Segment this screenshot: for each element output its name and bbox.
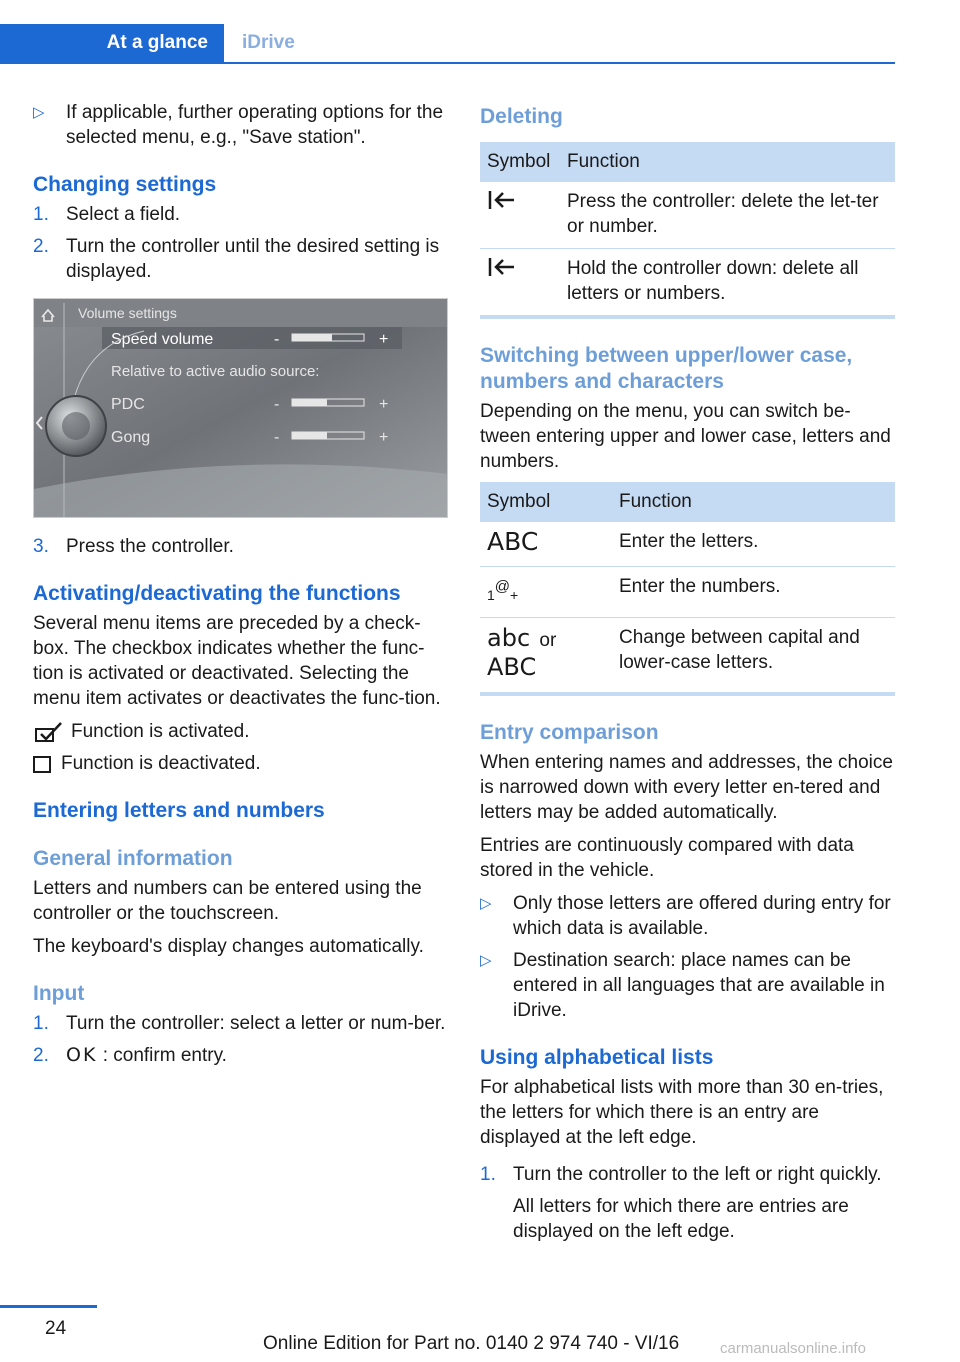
svg-text:-: - [274,396,280,413]
controller-knob-icon [46,396,106,456]
triangle-bullet-icon: ▷ [480,952,492,969]
subsection-title-input: Input [33,982,85,1005]
pdc-label: PDC [111,396,145,413]
page-header [0,24,895,64]
volume-settings-screenshot [33,298,448,518]
table-row: Press the controller: delete the let-ter or number. [480,182,895,249]
subsection-title-general: General information [33,847,233,870]
step-item: 2. Turn the controller until the desired setting is displayed. [33,236,440,282]
svg-text:+: + [379,331,389,348]
screen-title: Volume settings [78,305,177,321]
table-row: abc or ABC Change between capital and lower-case letters. [480,618,895,695]
ok-icon: OK [66,1044,98,1066]
subsection-title-switching: Switching between upper/lower case, numbers and characters [480,344,853,393]
checkbox-empty-icon [33,754,53,774]
svg-text:-: - [274,429,280,446]
section-title-changing-settings: Changing settings [33,173,217,196]
deactivated-row: Function is deactivated. [33,751,448,776]
numbers-icon: 1@+ [480,567,612,618]
step-item: 1. Turn the controller to the left or right quickly. All letters for which there are entries are displayed on the left edge. [480,1164,882,1242]
uppercase-letters-icon: ABC [487,527,539,556]
svg-text:-: - [274,331,280,348]
table-row: ABC Enter the letters. [480,522,895,567]
subsection-title-entry-comparison: Entry comparison [480,721,659,744]
section-title-activating: Activating/deactivating the functions [33,582,401,605]
step-item: 1. Turn the controller: select a letter or num-ber. [33,1013,446,1034]
list-item: ▷ Only those letters are offered during entry for which data is available. [480,893,891,939]
step-item: 1. Select a field. [33,204,181,225]
step-item: 3. Press the controller. [33,536,234,557]
gong-label: Gong [111,429,151,446]
delete-letter-icon [487,189,517,211]
svg-text:+: + [379,396,389,413]
triangle-bullet-icon: ▷ [480,895,492,912]
footer-rule [0,1305,97,1308]
step-item: 2. OK : confirm entry. [33,1044,227,1066]
edition-note: Online Edition for Part no. 0140 2 974 740 - VI/16 [263,1333,680,1354]
tab-idrive[interactable]: iDrive [242,32,295,53]
left-column: ▷ If applicable, further operating options for the selected menu, e.g., "Save station". Changing settings 1. Select a field. 2. Turn the controller until the desired setting is displayed. Volume settings Speed volume - + Relative to active audio source: PDC - + Gong - + 3. Press the controller. Activating/deactivating the functions Several menu items are preceded by a check-box. The checkbox indicates whether the func-tion is activated or deactivated. Selecting the menu item activates or deactivates the func-tion. Function is activated. Function is deactivated. Entering letters and numbers General information Letters and numbers can be entered using the controller or the touchscreen. The keyboard's display changes automatically. Input 1. Turn the controller: select a letter or num-ber. 2. OK : confirm entry. [33,100,448,1075]
list-item: ▷ Destination search: place names can be entered in all languages that are available in iDrive. [480,950,885,1021]
svg-text:+: + [379,429,389,446]
section-title-entering: Entering letters and numbers [33,799,325,822]
relative-label: Relative to active audio source: [111,363,320,380]
checkbox-checked-icon [35,722,63,742]
page-number: 24 [45,1318,67,1339]
list-item: ▷ If applicable, further operating options for the selected menu, e.g., "Save station". [33,102,444,148]
section-title-alphabetical: Using alphabetical lists [480,1046,714,1069]
speed-volume-label: Speed volume [111,331,214,348]
delete-all-icon [487,256,517,278]
activated-row: Function is activated. [33,719,448,744]
watermark: carmanualsonline.info [720,1340,866,1357]
case-toggle-icon: abc or ABC [487,624,557,681]
table-row: 1@+ Enter the numbers. [480,567,895,618]
triangle-bullet-icon: ▷ [33,104,45,121]
switching-table: Symbol Function ABC Enter the letters. 1@+ Enter the numbers. abc or ABC Change between capital and lower-case letters. [480,482,895,696]
right-column: Deleting Symbol Function Press the controller: delete the let-ter or number. Hold the controller down: delete all letters or numbers. Switching between upper/lower case, numbers and characters Depending on the menu, you can switch be-tween entering upper and lower case, letters and numbers. Symbol Function ABC Enter the letters. 1@+ Enter the numbers. abc or ABC Change between capital and lower-case letters. Entry comparison When entering names and addresses, the choice is narrowed down with every letter en-tered and letters may be added automatically. Entries are continuously compared with data stored in the vehicle. ▷ Only those letters are offered during entry for which data is available. ▷ Destination search: place names can be entered in all languages that are available in iDrive. Using alphabetical lists For alphabetical lists with more than 30 en-tries, the letters for which there is an entry are displayed at the left edge. 1. Turn the controller to the left or right quickly. All letters for which there are entries are displayed on the left edge. [480,100,895,1251]
deleting-table: Symbol Function Press the controller: delete the let-ter or number. Hold the controller down: delete all letters or numbers. [480,142,895,319]
tab-at-a-glance[interactable]: At a glance [0,24,224,62]
table-row: Hold the controller down: delete all letters or numbers. [480,249,895,318]
subsection-title-deleting: Deleting [480,105,563,128]
